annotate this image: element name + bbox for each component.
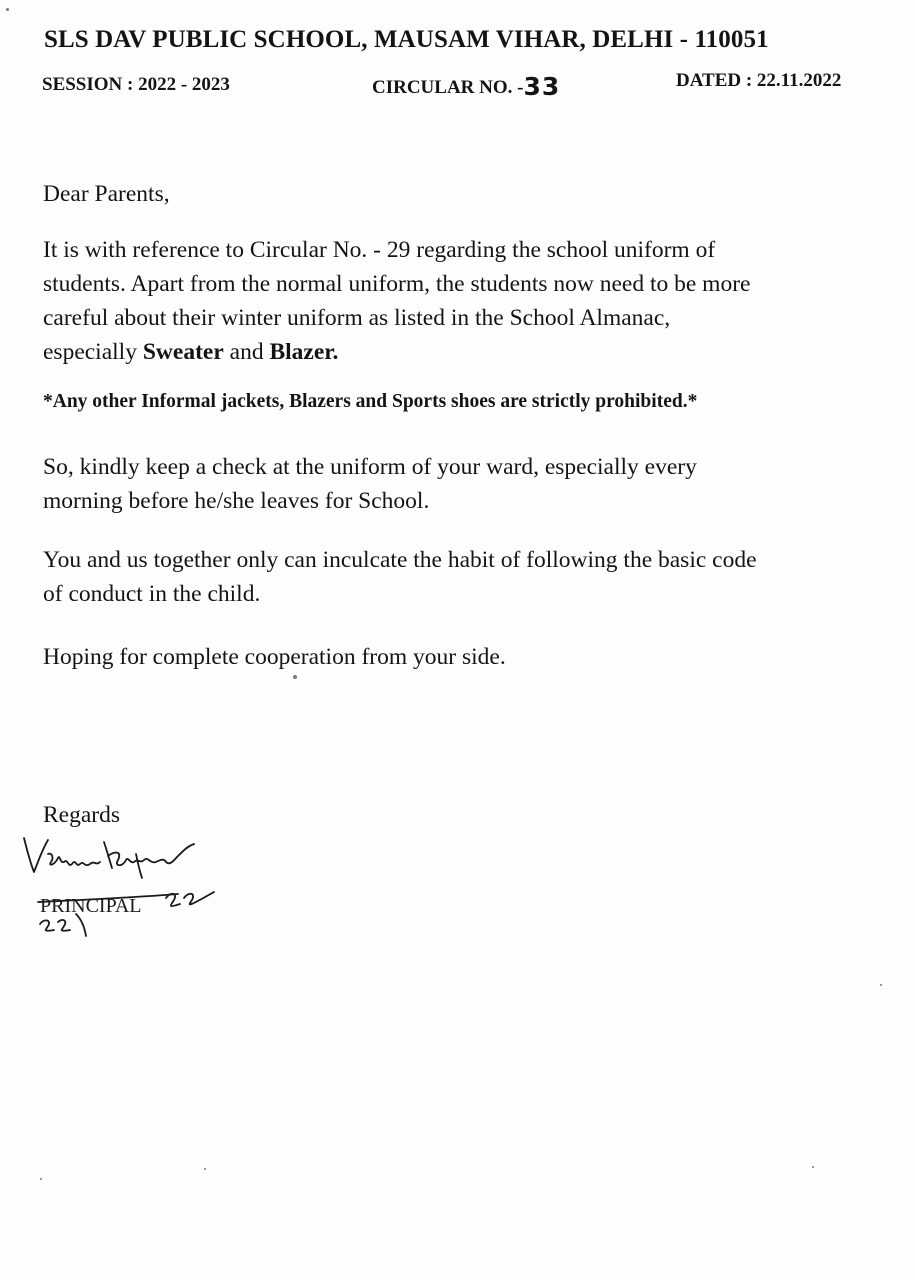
principal-signature: [18, 828, 228, 946]
signature-designation: PRINCIPAL: [40, 895, 142, 917]
paragraph-line: [43, 335, 750, 369]
paragraph-line: It is with reference to Circular No. - 29 regarding the school uniform of: [43, 237, 716, 263]
scan-speck: [293, 675, 297, 679]
school-name-heading: SLS DAV PUBLIC SCHOOL, MAUSAM VIHAR, DELHI - 110051: [44, 26, 769, 53]
date-label: DATED : 22.11.2022: [676, 70, 842, 91]
paragraph-line: So, kindly keep a check at the uniform of your ward, especially every: [43, 454, 697, 480]
paragraph-text: and: [229, 339, 264, 365]
paragraph-text: especially: [43, 339, 137, 365]
scan-speck: [880, 984, 882, 986]
paragraph-uniform-reference: [43, 233, 750, 369]
salutation: Dear Parents,: [43, 181, 170, 207]
circular-number-handwritten: 33: [523, 72, 561, 101]
paragraph-check-uniform: [43, 450, 697, 518]
paragraph-line: You and us together only can inculcate the habit of following the basic code: [43, 547, 757, 573]
paragraph-line: careful about their winter uniform as listed in the School Almanac,: [43, 305, 671, 331]
emphasis-blazer: Blazer.: [269, 339, 339, 365]
paragraph-line: morning before he/she leaves for School.: [43, 488, 430, 514]
scan-speck: [812, 1166, 814, 1168]
circular-number: [372, 72, 560, 101]
emphasis-sweater: Sweater: [142, 339, 224, 365]
scan-speck: [204, 1168, 206, 1170]
paragraph-line: of conduct in the child.: [43, 581, 261, 607]
prohibition-notice: *Any other Informal jackets, Blazers and Sports shoes are strictly prohibited.*: [43, 391, 698, 412]
paragraph-line: students. Apart from the normal uniform, the students now need to be more: [43, 271, 751, 297]
closing-regards: Regards: [43, 802, 121, 828]
paragraph-cooperation: Hoping for complete cooperation from your side.: [43, 644, 506, 670]
session-label: SESSION : 2022 - 2023: [42, 74, 230, 95]
paragraph-code-of-conduct: [43, 543, 757, 611]
scan-speck: [6, 8, 9, 11]
circular-label: CIRCULAR NO. -: [372, 77, 524, 98]
scan-speck: [40, 1178, 42, 1180]
